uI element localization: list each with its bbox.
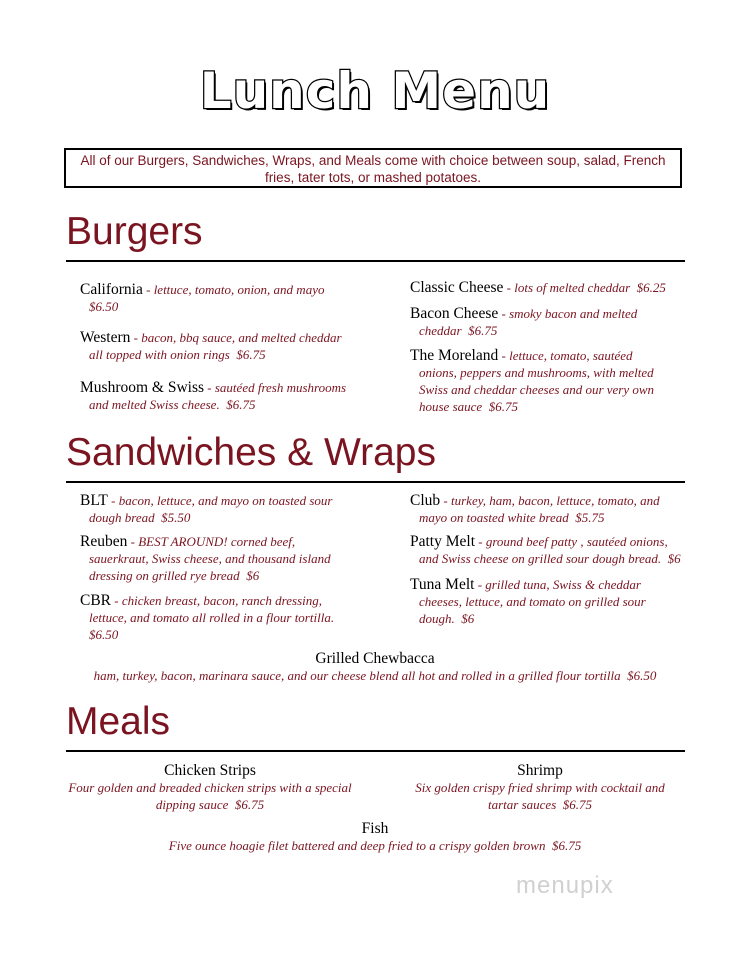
burger-classic-cheese: Classic Cheese - lots of melted cheddar $6.25 — [410, 279, 666, 296]
sandwich-blt: BLT - bacon, lettuce, and mayo on toasted sour dough bread $5.50 — [80, 492, 333, 525]
burgers-title: Burgers — [66, 210, 203, 253]
menupix-watermark: menupix — [516, 872, 614, 899]
sandwich-grilled-chewbacca: Grilled Chewbacca ham, turkey, bacon, marinara sauce, and our cheese blend all hot and rolled in a grilled flour tortilla $6.50 — [93, 650, 657, 683]
sides-notice: All of our Burgers, Sandwiches, Wraps, and Meals come with choice between soup, salad, French fries, tater tots, or mashed potatoes. — [64, 148, 682, 188]
burger-california: California - lettuce, tomato, onion, and mayo $6.50 — [80, 281, 325, 314]
meal-fish: Fish Five ounce hoagie filet battered and deep fried to a crispy golden brown $6.75 — [168, 820, 582, 853]
sandwich-tuna-melt: Tuna Melt - grilled tuna, Swiss & cheddar cheeses, lettuce, and tomato on grilled sour dough. $6 — [410, 576, 646, 626]
sandwich-club: Club - turkey, ham, bacon, lettuce, tomato, and mayo on toasted white bread $5.75 — [410, 492, 660, 525]
meal-shrimp: Shrimp Six golden crispy fried shrimp with cocktail and tartar sauces $6.75 — [415, 762, 665, 812]
burger-bacon-cheese: Bacon Cheese - smoky bacon and melted cheddar $6.75 — [410, 305, 638, 338]
sandwiches-divider — [66, 481, 685, 483]
meal-chicken-strips: Chicken Strips Four golden and breaded chicken strips with a special dipping sauce $6.75 — [68, 762, 352, 812]
meals-title: Meals — [66, 700, 171, 743]
burgers-divider — [66, 260, 685, 262]
burger-moreland: The Moreland - lettuce, tomato, sautéed onions, peppers and mushrooms, with melted Swiss and cheddar cheeses and our very own house sauce $6.75 — [410, 347, 655, 414]
meals-divider — [66, 750, 685, 752]
sandwich-reuben: Reuben - BEST AROUND! corned beef, sauerkraut, Swiss cheese, and thousand island dressing on grilled rye bread $6 — [80, 533, 331, 583]
sandwich-patty-melt: Patty Melt - ground beef patty , sautéed onions, and Swiss cheese on grilled sour dough bread. $6 — [410, 533, 681, 566]
page-title: Lunch Menu — [199, 62, 551, 120]
burger-western: Western - bacon, bbq sauce, and melted cheddar all topped with onion rings $6.75 — [80, 329, 342, 362]
burger-mushroom-swiss: Mushroom & Swiss - sautéed fresh mushrooms and melted Swiss cheese. $6.75 — [80, 379, 347, 412]
sandwiches-title: Sandwiches & Wraps — [66, 431, 436, 474]
sandwich-cbr: CBR - chicken breast, bacon, ranch dressing, lettuce, and tomato all rolled in a flour tortilla. $6.50 — [80, 592, 335, 642]
